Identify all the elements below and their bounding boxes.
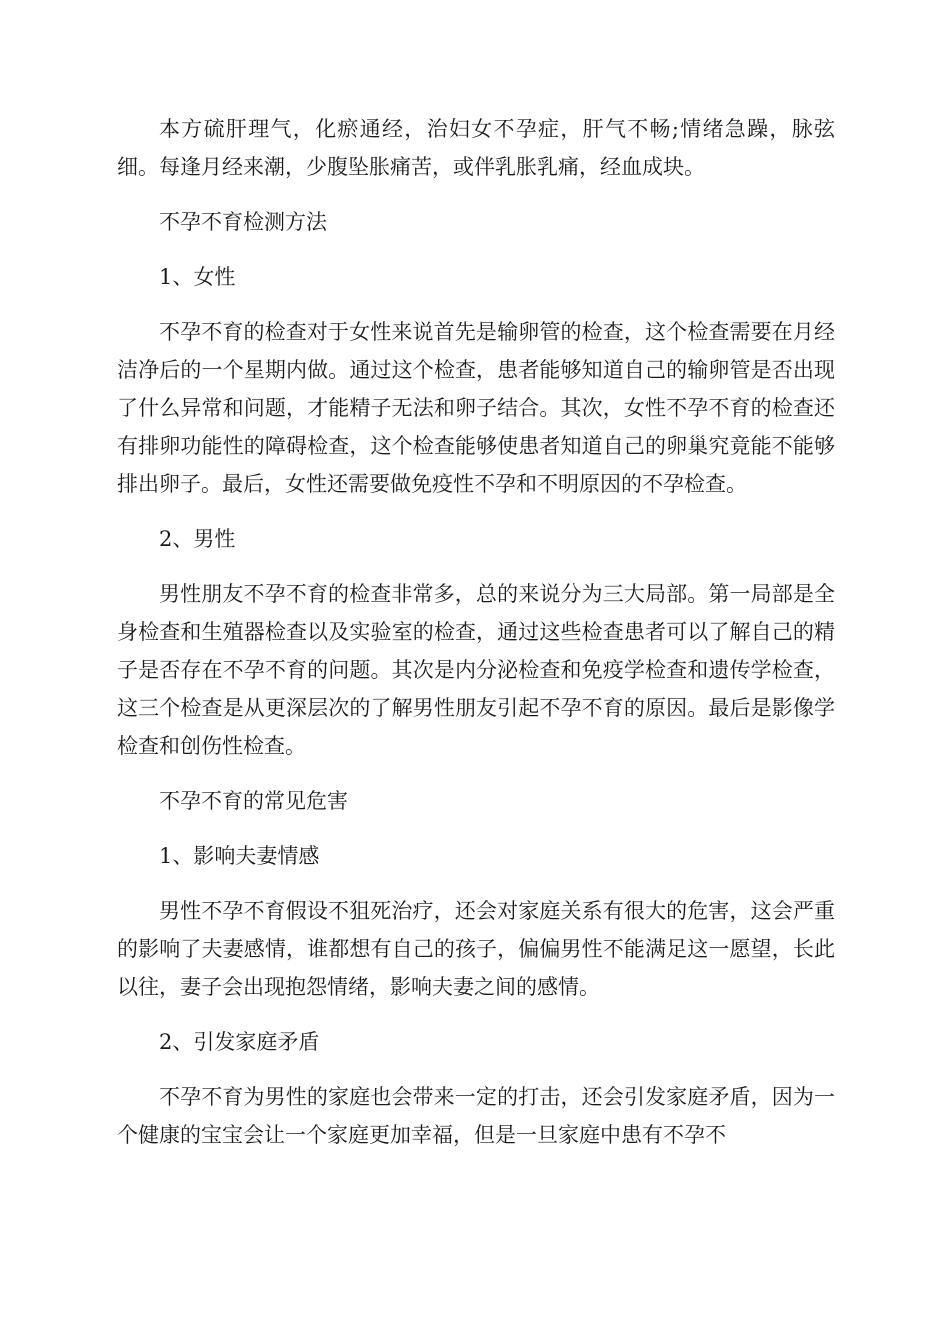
paragraph-marriage: 男性不孕不育假设不狙死治疗，还会对家庭关系有很大的危害，这会严重的影响了夫妻感情，谁都想有自己的孩子，偏偏男性不能满足这一愿望，长此以往，妻子会出现抱怨情绪，影响夫妻之间的感情。 bbox=[117, 899, 835, 999]
paragraph-prescription: 本方硫肝理气，化瘀通经，治妇女不孕症，肝气不畅;情绪急躁，脉弦细。每逢月经来潮，少腹坠胀痛苦，或伴乳胀乳痛，经血成块。 bbox=[117, 117, 835, 179]
subheading-marriage: 1、影响夫妻情感 bbox=[159, 844, 320, 868]
document-body bbox=[117, 110, 835, 1171]
subheading-male: 2、男性 bbox=[159, 527, 236, 551]
subheading-family-conflict: 2、引发家庭矛盾 bbox=[159, 1030, 320, 1054]
section-heading-harms: 不孕不育的常见危害 bbox=[159, 789, 348, 813]
paragraph-female-exam: 不孕不育的检查对于女性来说首先是输卵管的检查，这个检查需要在月经洁净后的一个星期内做。通过这个检查，患者能够知道自己的输卵管是否出现了什么异常和问题，才能精子无法和卵子结合。其次，女性不孕不育的检查还有排卵功能性的障碍检查，这个检查能够使患者知道自己的卵巢究竟能不能够排出卵子。最后，女性还需要做免疫性不孕和不明原因的不孕检查。 bbox=[117, 320, 835, 496]
subheading-female: 1、女性 bbox=[159, 265, 236, 289]
paragraph-family-conflict: 不孕不育为男性的家庭也会带来一定的打击，还会引发家庭矛盾，因为一个健康的宝宝会让一个家庭更加幸福，但是一旦家庭中患有不孕不 bbox=[117, 1085, 835, 1147]
paragraph-male-exam: 男性朋友不孕不育的检查非常多，总的来说分为三大局部。第一局部是全身检查和生殖器检查以及实验室的检查，通过这些检查患者可以了解自己的精子是否存在不孕不育的问题。其次是内分泌检查和免疫学检查和遗传学检查，这三个检查是从更深层次的了解男性朋友引起不孕不育的原因。最后是影像学检查和创伤性检查。 bbox=[117, 582, 835, 758]
section-heading-detection: 不孕不育检测方法 bbox=[159, 210, 327, 234]
